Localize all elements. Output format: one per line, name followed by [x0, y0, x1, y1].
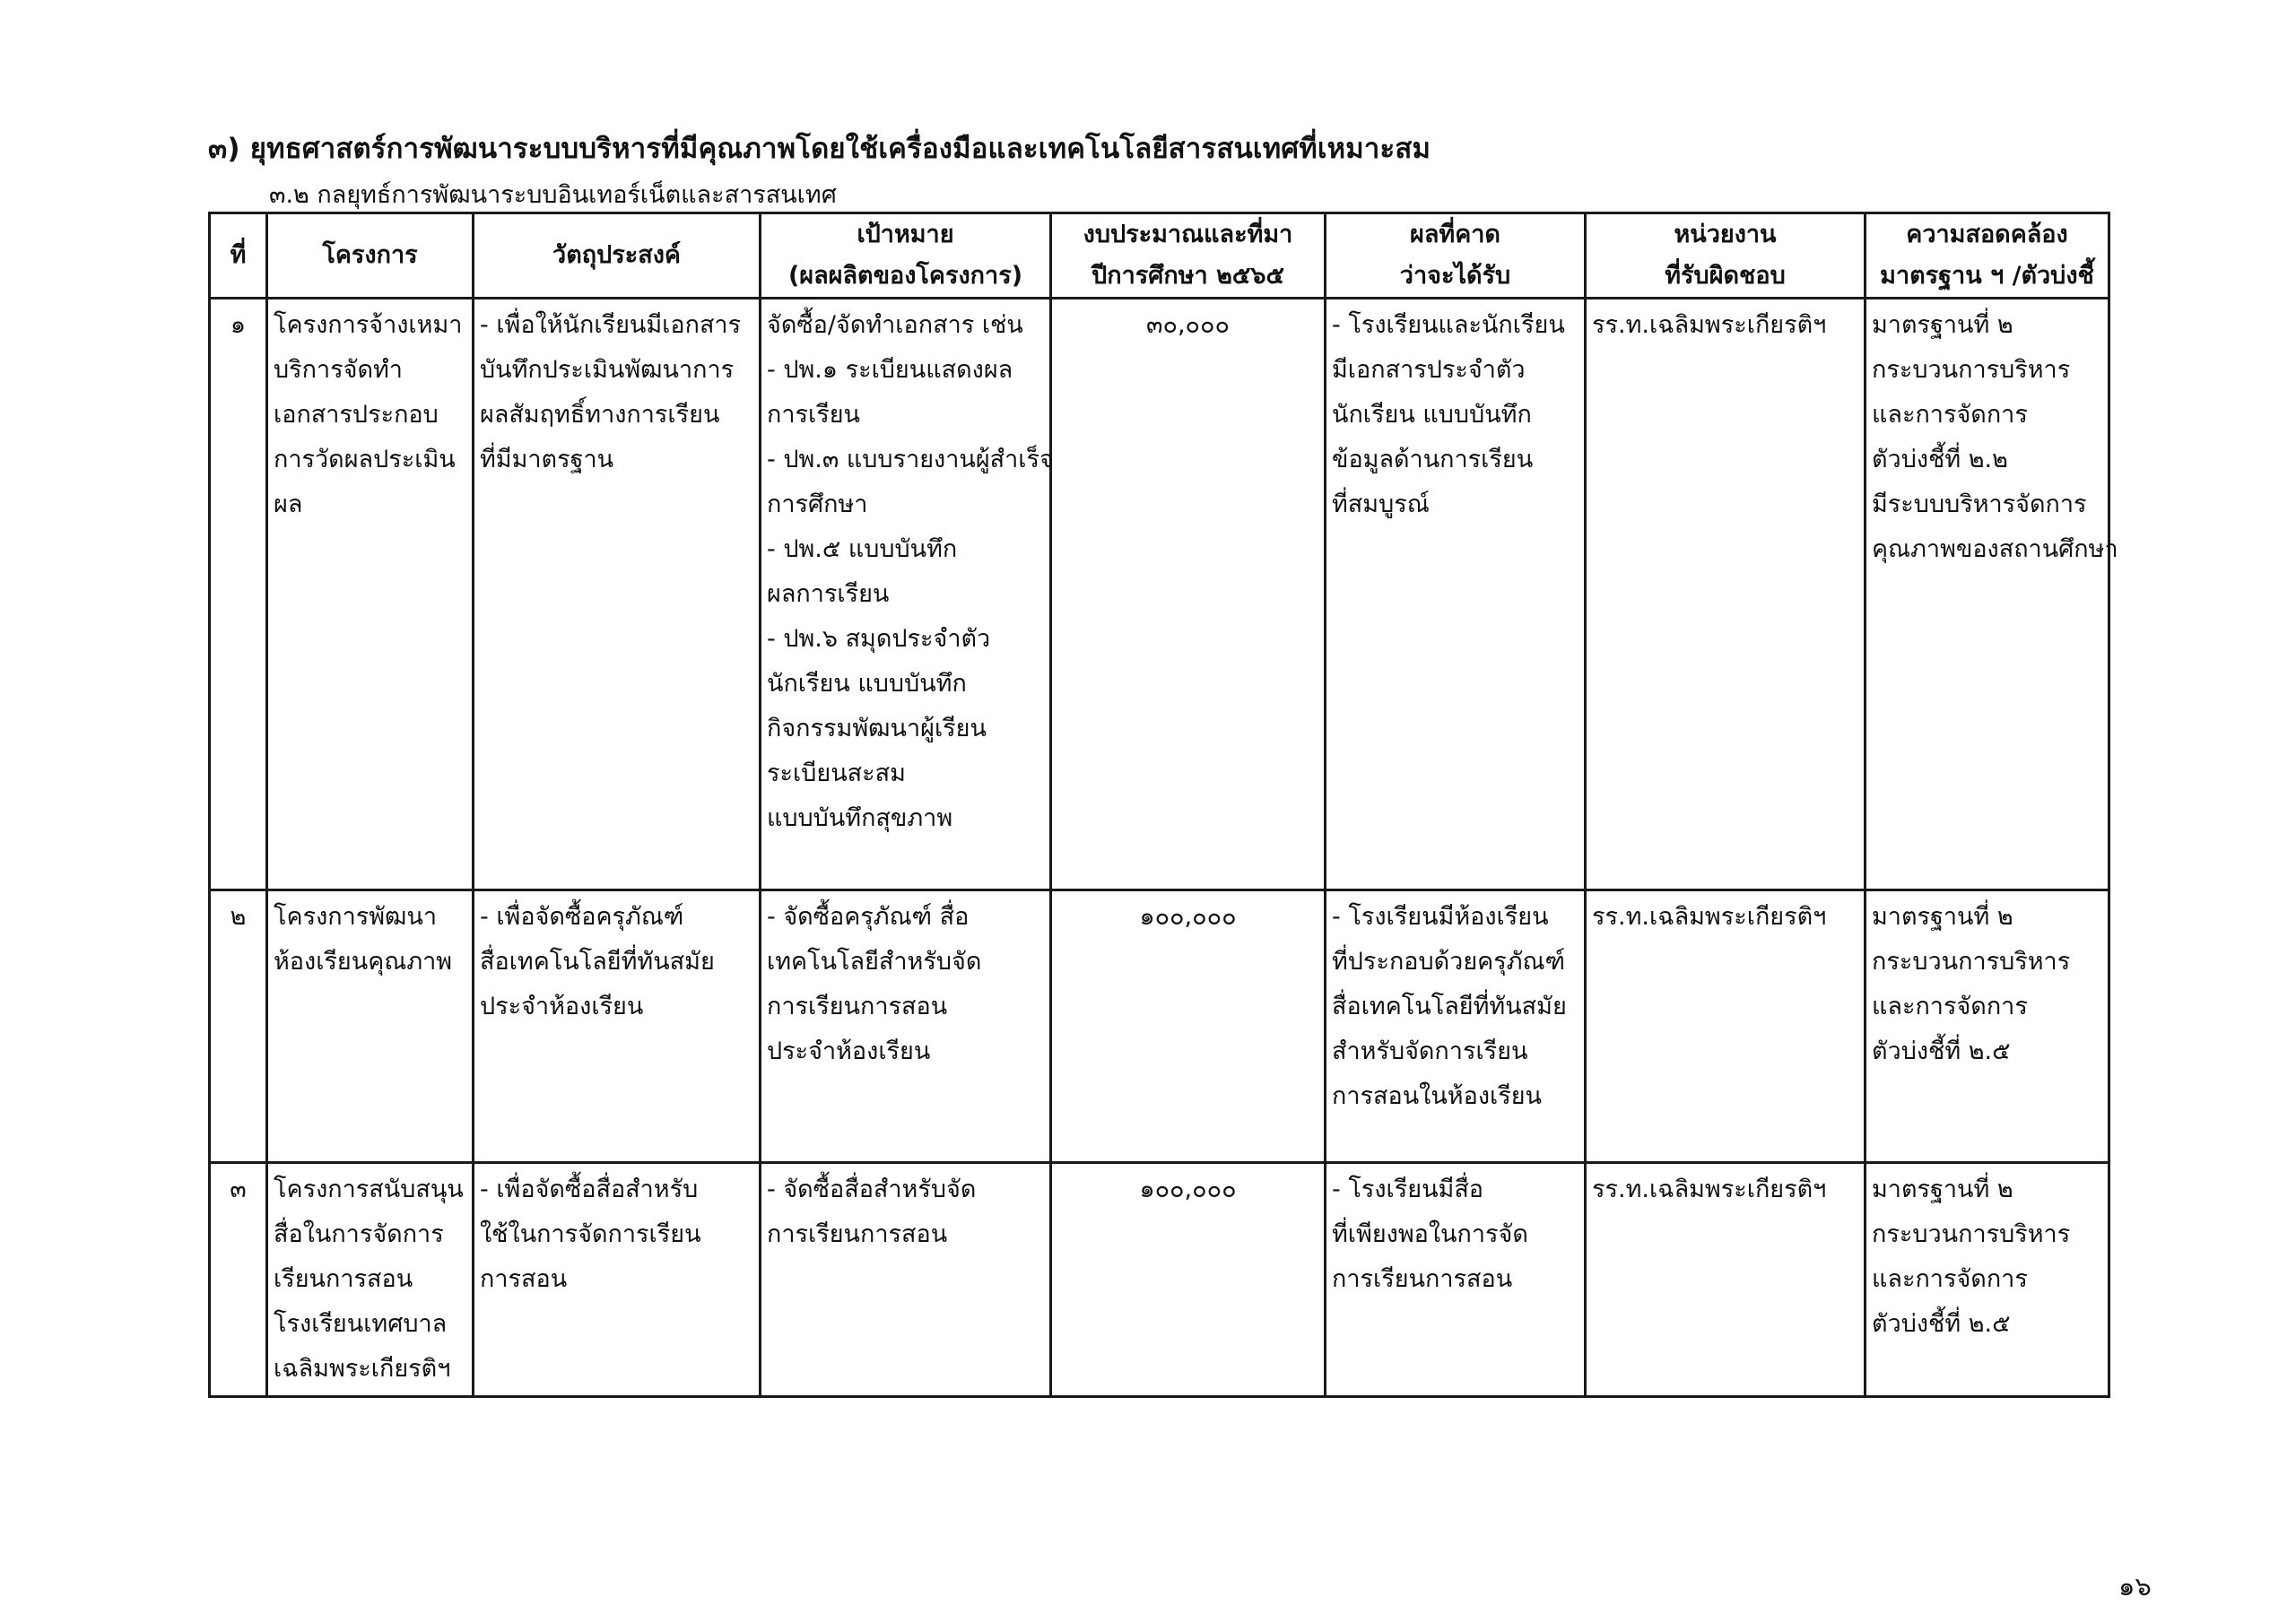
- cell-expected: [1326, 890, 1586, 1163]
- cell-project-line: บริการจัดทำ: [274, 356, 403, 384]
- cell-project-line: เฉลิมพระเกียรติฯ: [274, 1355, 451, 1383]
- cell-target-line: ระเบียนสะสม: [767, 759, 906, 787]
- cell-target: [761, 299, 1054, 890]
- cell-alignment-line: กระบวนการบริหาร: [1872, 1220, 2071, 1248]
- cell-objective-line: - เพื่อจัดซื้อครุภัณฑ์: [480, 903, 684, 931]
- cell-objective-line: ใช้ในการจัดการเรียน: [480, 1220, 701, 1248]
- cell-project: [267, 299, 474, 890]
- cell-target-line: แบบบันทึกสุขภาพ: [767, 804, 953, 832]
- cell-project-line: เอกสารประกอบ: [274, 401, 439, 429]
- col-header-objective: วัตถุประสงค์: [474, 213, 761, 299]
- cell-alignment-line: และการจัดการ: [1872, 993, 2028, 1020]
- cell-budget: ๑๐๐,๐๐๐: [1051, 1163, 1326, 1397]
- cell-expected-line: การสอนในห้องเรียน: [1332, 1082, 1543, 1110]
- cell-target-line: กิจกรรมพัฒนาผู้เรียน: [767, 715, 987, 742]
- cell-unit: รร.ท.เฉลิมพระเกียรติฯ: [1586, 299, 1866, 890]
- section-heading: ๓) ยุทธศาสตร์การพัฒนาระบบบริหารที่มีคุณภาพโดยใช้เครื่องมือและเทคโนโลยีสารสนเทศที่เหมาะสม: [208, 133, 1431, 165]
- table-row: [210, 1163, 2109, 1397]
- cell-number: ๒: [210, 890, 267, 1163]
- cell-alignment-line: ตัวบ่งชี้ที่ ๒.๕: [1872, 1037, 2011, 1065]
- cell-expected-line: มีเอกสารประจำตัว: [1332, 356, 1526, 384]
- col-header-target: เป้าหมาย (ผลผลิตของโครงการ): [761, 213, 1051, 299]
- cell-objective: [474, 299, 761, 890]
- cell-target-line: ผลการเรียน: [767, 580, 890, 608]
- cell-objective-line: - เพื่อจัดซื้อสื่อสำหรับ: [480, 1176, 699, 1203]
- cell-expected: [1326, 1163, 1586, 1397]
- cell-target-line: เทคโนโลยีสำหรับจัด: [767, 948, 982, 976]
- cell-alignment-line: มาตรฐานที่ ๒: [1872, 903, 2013, 931]
- col-header-alignment: ความสอดคล้อง มาตรฐาน ฯ /ตัวบ่งชี้: [1866, 213, 2109, 299]
- cell-budget: ๑๐๐,๐๐๐: [1051, 890, 1326, 1163]
- cell-project-line: การวัดผลประเมิน: [274, 446, 456, 473]
- cell-expected-line: ที่สมบูรณ์: [1332, 490, 1430, 518]
- cell-alignment-line: และการจัดการ: [1872, 401, 2028, 429]
- cell-expected-line: - โรงเรียนมีสื่อ: [1332, 1176, 1484, 1203]
- cell-target-line: ประจำห้องเรียน: [767, 1037, 931, 1065]
- cell-expected-line: ที่เพียงพอในการจัด: [1332, 1220, 1528, 1248]
- cell-project-line: โครงการพัฒนา: [274, 903, 438, 931]
- cell-project: [267, 890, 474, 1163]
- cell-target-line: - ปพ.๑ ระเบียนแสดงผล: [767, 356, 1013, 384]
- cell-target-line: การศึกษา: [767, 490, 868, 518]
- cell-alignment-line: และการจัดการ: [1872, 1265, 2028, 1293]
- cell-expected-line: สื่อเทคโนโลยีที่ทันสมัย: [1332, 993, 1567, 1020]
- cell-objective-line: บันทึกประเมินพัฒนาการ: [480, 356, 735, 384]
- cell-objective-line: การสอน: [480, 1265, 568, 1293]
- cell-target: [761, 890, 1051, 1163]
- cell-project-line: สื่อในการจัดการ: [274, 1220, 444, 1248]
- cell-expected-line: ข้อมูลด้านการเรียน: [1332, 446, 1534, 473]
- cell-alignment: [1866, 299, 2118, 890]
- cell-budget: ๓๐,๐๐๐: [1051, 299, 1326, 890]
- cell-alignment-line: มาตรฐานที่ ๒: [1872, 311, 2013, 339]
- cell-expected: [1326, 299, 1586, 890]
- project-plan-table: [208, 212, 2118, 1398]
- col-header-project: โครงการ: [267, 213, 474, 299]
- cell-target-line: - ปพ.๕ แบบบันทึก: [767, 535, 958, 563]
- cell-target-line: การเรียนการสอน: [767, 993, 948, 1020]
- cell-objective-line: - เพื่อให้นักเรียนมีเอกสาร: [480, 311, 742, 339]
- page-number: ๑๖: [2118, 1571, 2152, 1601]
- col-header-budget: งบประมาณและที่มา ปีการศึกษา ๒๕๖๕: [1051, 213, 1326, 299]
- subsection-heading: ๓.๒ กลยุทธ์การพัฒนาระบบอินเทอร์เน็ตและสารสนเทศ: [269, 181, 837, 209]
- cell-alignment: [1866, 1163, 2109, 1397]
- cell-objective-line: ผลสัมฤทธิ์ทางการเรียน: [480, 401, 720, 429]
- cell-objective: [474, 1163, 761, 1397]
- cell-target-line: การเรียนการสอน: [767, 1220, 948, 1248]
- cell-target-line: นักเรียน แบบบันทึก: [767, 670, 967, 698]
- cell-project-line: ผล: [274, 490, 303, 518]
- table-row: [210, 890, 2109, 1163]
- cell-target-line: - จัดซื้อสื่อสำหรับจัด: [767, 1176, 977, 1203]
- cell-target-line: - ปพ.๓ แบบรายงานผู้สำเร็จ: [767, 446, 1054, 473]
- col-header-number: ที่: [210, 213, 267, 299]
- cell-unit: รร.ท.เฉลิมพระเกียรติฯ: [1586, 890, 1866, 1163]
- cell-objective: [474, 890, 761, 1163]
- cell-project-line: โครงการสนับสนุน: [274, 1176, 464, 1203]
- cell-expected-line: นักเรียน แบบบันทึก: [1332, 401, 1532, 429]
- cell-alignment-line: ตัวบ่งชี้ที่ ๒.๒: [1872, 446, 2008, 473]
- cell-objective-line: สื่อเทคโนโลยีที่ทันสมัย: [480, 948, 715, 976]
- cell-expected-line: ที่ประกอบด้วยครุภัณฑ์: [1332, 948, 1565, 976]
- cell-target-line: จัดซื้อ/จัดทำเอกสาร เช่น: [767, 311, 1023, 339]
- cell-project-line: โครงการจ้างเหมา: [274, 311, 463, 339]
- col-header-unit: หน่วยงาน ที่รับผิดชอบ: [1586, 213, 1866, 299]
- cell-alignment-line: คุณภาพของสถานศึกษา: [1872, 535, 2118, 563]
- cell-alignment-line: มีระบบบริหารจัดการ: [1872, 490, 2087, 518]
- cell-objective-line: ประจำห้องเรียน: [480, 993, 644, 1020]
- table-row: [210, 299, 2109, 890]
- cell-alignment-line: กระบวนการบริหาร: [1872, 948, 2071, 976]
- cell-expected-line: สำหรับจัดการเรียน: [1332, 1037, 1528, 1065]
- cell-alignment: [1866, 890, 2109, 1163]
- cell-target: [761, 1163, 1051, 1397]
- cell-number: ๑: [210, 299, 267, 890]
- cell-target-line: การเรียน: [767, 401, 861, 429]
- table-header-row: [210, 213, 2109, 299]
- cell-number: ๓: [210, 1163, 267, 1397]
- cell-expected-line: - โรงเรียนมีห้องเรียน: [1332, 903, 1549, 931]
- cell-alignment-line: ตัวบ่งชี้ที่ ๒.๕: [1872, 1310, 2011, 1338]
- cell-project: [267, 1163, 474, 1397]
- cell-expected-line: การเรียนการสอน: [1332, 1265, 1513, 1293]
- cell-objective-line: ที่มีมาตรฐาน: [480, 446, 614, 473]
- cell-alignment-line: กระบวนการบริหาร: [1872, 356, 2071, 384]
- cell-unit: รร.ท.เฉลิมพระเกียรติฯ: [1586, 1163, 1866, 1397]
- cell-expected-line: - โรงเรียนและนักเรียน: [1332, 311, 1565, 339]
- cell-project-line: โรงเรียนเทศบาล: [274, 1310, 448, 1338]
- cell-target-line: - จัดซื้อครุภัณฑ์ สื่อ: [767, 903, 970, 931]
- cell-project-line: ห้องเรียนคุณภาพ: [274, 948, 453, 976]
- cell-target-line: - ปพ.๖ สมุดประจำตัว: [767, 625, 991, 653]
- cell-project-line: เรียนการสอน: [274, 1265, 413, 1293]
- col-header-expected: ผลที่คาด ว่าจะได้รับ: [1326, 213, 1586, 299]
- cell-alignment-line: มาตรฐานที่ ๒: [1872, 1176, 2013, 1203]
